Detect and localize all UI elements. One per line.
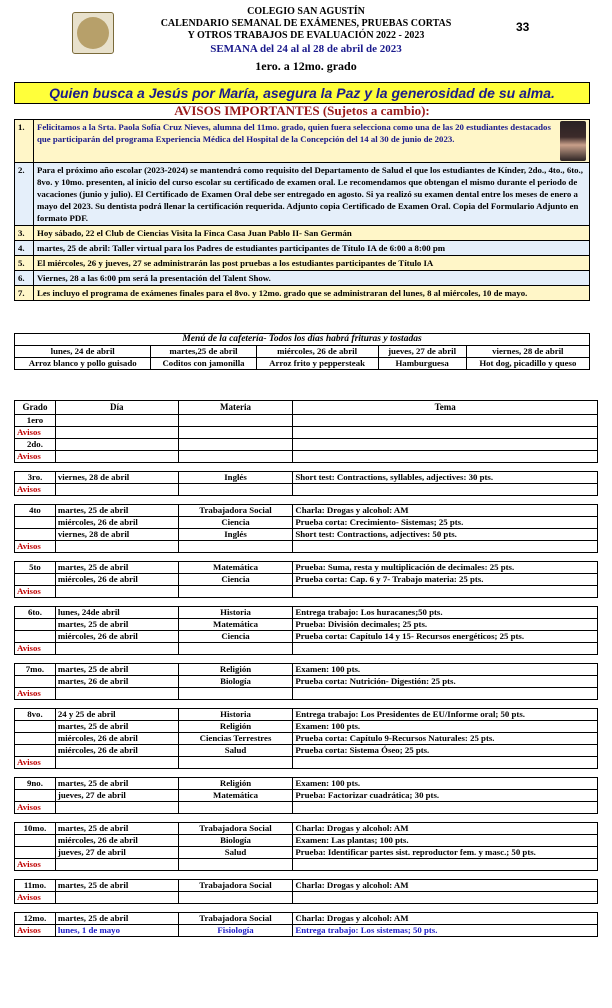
avisos-row bbox=[15, 802, 598, 814]
topic-cell: Prueba: División decimales; 25 pts. bbox=[293, 619, 598, 631]
table-row bbox=[15, 709, 598, 721]
week-label: SEMANA del 24 al al 28 de abril de 2023 bbox=[210, 43, 402, 55]
topic-cell: Examen: 100 pts. bbox=[293, 721, 598, 733]
avisos-title: AVISOS IMPORTANTES (Sujetos a cambio): bbox=[174, 103, 430, 118]
grade-cell: 1ero bbox=[15, 415, 56, 427]
grade-cell bbox=[15, 733, 56, 745]
topic-cell: Prueba corta: Capítulo 9-Recursos Naturales: 25 pts. bbox=[293, 733, 598, 745]
subject-cell: Religión bbox=[178, 778, 293, 790]
aviso-row bbox=[15, 286, 590, 301]
grade-spacer bbox=[15, 463, 598, 472]
subject-cell: Inglés bbox=[178, 529, 293, 541]
subject-cell: Religión bbox=[178, 721, 293, 733]
topic-cell: Examen: 100 pts. bbox=[293, 778, 598, 790]
header bbox=[0, 0, 612, 84]
table-row bbox=[15, 439, 598, 451]
grade-cell bbox=[15, 631, 56, 643]
grade-cell bbox=[15, 619, 56, 631]
grade-cell: 12mo. bbox=[15, 913, 56, 925]
topic-cell: Prueba: Suma, resta y multiplicación de decimales: 25 pts. bbox=[293, 562, 598, 574]
topic-cell: Prueba corta: Sistema Óseo; 25 pts. bbox=[293, 745, 598, 757]
avisos-topic-cell bbox=[293, 643, 598, 655]
avisos-subject-cell bbox=[178, 427, 293, 439]
menu-day: viernes, 28 de abril bbox=[466, 346, 589, 358]
topic-cell bbox=[293, 439, 598, 451]
day-cell: miércoles, 26 de abril bbox=[55, 733, 178, 745]
avisos-day-cell: lunes, 1 de mayo bbox=[55, 925, 178, 937]
day-cell: martes, 25 de abril bbox=[55, 664, 178, 676]
grade-cell bbox=[15, 847, 56, 859]
grade-spacer bbox=[15, 700, 598, 709]
menu-item: Arroz frito y peppersteak bbox=[256, 358, 378, 370]
aviso-number: 2. bbox=[15, 163, 34, 226]
grade-spacer bbox=[15, 655, 598, 664]
avisos-day-cell bbox=[55, 688, 178, 700]
topic-cell: Entrega trabajo: Los huracanes;50 pts. bbox=[293, 607, 598, 619]
day-cell: martes, 25 de abril bbox=[55, 778, 178, 790]
topic-cell: Examen: Las plantas; 100 pts. bbox=[293, 835, 598, 847]
col-header-dia: Día bbox=[55, 401, 178, 415]
grade-cell: 2do. bbox=[15, 439, 56, 451]
avisos-day-cell bbox=[55, 427, 178, 439]
menu-day: jueves, 27 de abril bbox=[378, 346, 466, 358]
avisos-topic-cell bbox=[293, 451, 598, 463]
topic-cell: Prueba corta: Crecimiento- Sistemas; 25 pts. bbox=[293, 517, 598, 529]
day-cell: viernes, 28 de abril bbox=[55, 472, 178, 484]
grade-spacer bbox=[15, 904, 598, 913]
grade-cell bbox=[15, 517, 56, 529]
aviso-text: Felicitamos a la Srta. Paola Sofía Cruz Nieves, alumna del 11mo. grado, quien fuera selecciona como una de las 20 estudiantes destacados que participarán del programa Experiencia Médica del Hospital de la Concepción del 14 al 30 de junio de 2023. bbox=[37, 122, 551, 144]
day-cell: miércoles, 26 de abril bbox=[55, 574, 178, 586]
avisos-label: Avisos bbox=[15, 586, 56, 598]
avisos-subject-cell bbox=[178, 484, 293, 496]
grade-cell: 4to bbox=[15, 505, 56, 517]
topic-cell: Short test: Contractions, adjectives: 50 pts. bbox=[293, 529, 598, 541]
grade-cell bbox=[15, 676, 56, 688]
day-cell: jueves, 27 de abril bbox=[55, 790, 178, 802]
aviso-row bbox=[15, 120, 590, 163]
subject-cell bbox=[178, 439, 293, 451]
title-line-1: CALENDARIO SEMANAL DE EXÁMENES, PRUEBAS CORTAS bbox=[160, 18, 452, 29]
avisos-row bbox=[15, 892, 598, 904]
aviso-number: 4. bbox=[15, 241, 34, 256]
topic-cell: Examen: 100 pts. bbox=[293, 664, 598, 676]
table-row bbox=[15, 472, 598, 484]
avisos-label: Avisos bbox=[15, 802, 56, 814]
grade-spacer bbox=[15, 496, 598, 505]
aviso-number: 5. bbox=[15, 256, 34, 271]
table-row bbox=[15, 880, 598, 892]
page-number: 33 bbox=[516, 20, 530, 34]
aviso-text: Hoy sábado, 22 el Club de Ciencias Visita la Finca Casa Juan Pablo II- San Germán bbox=[34, 226, 590, 241]
subject-cell: Salud bbox=[178, 745, 293, 757]
table-row bbox=[15, 619, 598, 631]
topic-cell: Prueba corta: Capítulo 14 y 15- Recursos energéticos; 25 pts. bbox=[293, 631, 598, 643]
subject-cell: Matemática bbox=[178, 562, 293, 574]
avisos-day-cell bbox=[55, 892, 178, 904]
subject-cell: Ciencia bbox=[178, 517, 293, 529]
day-cell bbox=[55, 439, 178, 451]
grade-cell bbox=[15, 529, 56, 541]
day-cell: martes, 25 de abril bbox=[55, 619, 178, 631]
grade-cell bbox=[15, 790, 56, 802]
menu-item: Coditos con jamonilla bbox=[151, 358, 256, 370]
avisos-topic-cell bbox=[293, 484, 598, 496]
col-header-materia: Materia bbox=[178, 401, 293, 415]
grades-label: 1ero. a 12mo. grado bbox=[255, 59, 357, 73]
avisos-subject-cell bbox=[178, 451, 293, 463]
subject-cell: Religión bbox=[178, 664, 293, 676]
table-row bbox=[15, 835, 598, 847]
subject-cell: Trabajadora Social bbox=[178, 880, 293, 892]
table-row bbox=[15, 847, 598, 859]
topic-cell bbox=[293, 415, 598, 427]
subject-cell: Ciencia bbox=[178, 631, 293, 643]
avisos-topic-cell bbox=[293, 688, 598, 700]
table-row bbox=[15, 574, 598, 586]
grade-cell: 5to bbox=[15, 562, 56, 574]
topic-cell: Charla: Drogas y alcohol: AM bbox=[293, 880, 598, 892]
subject-cell: Trabajadora Social bbox=[178, 913, 293, 925]
subject-cell: Trabajadora Social bbox=[178, 823, 293, 835]
aviso-number: 6. bbox=[15, 271, 34, 286]
avisos-subject-cell bbox=[178, 892, 293, 904]
menu-day: lunes, 24 de abril bbox=[15, 346, 151, 358]
aviso-row bbox=[15, 256, 590, 271]
avisos-topic-cell bbox=[293, 802, 598, 814]
avisos-row bbox=[15, 757, 598, 769]
day-cell: martes, 25 de abril bbox=[55, 913, 178, 925]
day-cell: martes, 26 de abril bbox=[55, 676, 178, 688]
exam-schedule-table bbox=[14, 400, 598, 937]
avisos-subject-cell bbox=[178, 643, 293, 655]
avisos-day-cell bbox=[55, 643, 178, 655]
grade-spacer bbox=[15, 769, 598, 778]
menu-day: miércoles, 26 de abril bbox=[256, 346, 378, 358]
aviso-text: Les incluyo el programa de exámenes finales para el 8vo. y 12mo. grado que se administraran del lunes, 8 al miércoles, 10 de mayo. bbox=[34, 286, 590, 301]
topic-cell: Charla: Drogas y alcohol: AM bbox=[293, 823, 598, 835]
avisos-row bbox=[15, 688, 598, 700]
avisos-row bbox=[15, 859, 598, 871]
day-cell bbox=[55, 415, 178, 427]
aviso-text: martes, 25 de abril: Taller virtual para los Padres de estudiantes participantes de Título IA de 6:00 a 8:00 pm bbox=[34, 241, 590, 256]
table-row bbox=[15, 517, 598, 529]
aviso-row bbox=[15, 226, 590, 241]
subject-cell: Salud bbox=[178, 847, 293, 859]
day-cell: miércoles, 26 de abril bbox=[55, 631, 178, 643]
grade-cell: 8vo. bbox=[15, 709, 56, 721]
topic-cell: Prueba corta: Cap. 6 y 7- Trabajo materia: 25 pts. bbox=[293, 574, 598, 586]
table-row bbox=[15, 529, 598, 541]
aviso-text: Viernes, 28 a las 6:00 pm será la presentación del Talent Show. bbox=[34, 271, 590, 286]
table-row bbox=[15, 664, 598, 676]
aviso-number: 3. bbox=[15, 226, 34, 241]
day-cell: martes, 25 de abril bbox=[55, 880, 178, 892]
grade-cell: 10mo. bbox=[15, 823, 56, 835]
aviso-row bbox=[15, 241, 590, 256]
avisos-label: Avisos bbox=[15, 451, 56, 463]
avisos-topic-cell bbox=[293, 541, 598, 553]
topic-cell: Prueba: Identificar partes sist. reproductor fem. y masc.; 50 pts. bbox=[293, 847, 598, 859]
grade-cell bbox=[15, 574, 56, 586]
table-row bbox=[15, 721, 598, 733]
subject-cell: Biología bbox=[178, 835, 293, 847]
avisos-day-cell bbox=[55, 586, 178, 598]
grade-cell bbox=[15, 745, 56, 757]
grade-cell: 11mo. bbox=[15, 880, 56, 892]
day-cell: martes, 25 de abril bbox=[55, 562, 178, 574]
col-header-grado: Grado bbox=[15, 401, 56, 415]
day-cell: viernes, 28 de abril bbox=[55, 529, 178, 541]
avisos-row bbox=[15, 586, 598, 598]
grade-cell: 7mo. bbox=[15, 664, 56, 676]
table-row bbox=[15, 733, 598, 745]
subject-cell: Historia bbox=[178, 607, 293, 619]
title-line-2: Y OTROS TRABAJOS DE EVALUACIÓN 2022 - 2023 bbox=[187, 30, 425, 41]
grade-cell: 3ro. bbox=[15, 472, 56, 484]
table-row bbox=[15, 415, 598, 427]
table-row bbox=[15, 562, 598, 574]
avisos-label: Avisos bbox=[15, 541, 56, 553]
day-cell: jueves, 27 de abril bbox=[55, 847, 178, 859]
day-cell: martes, 25 de abril bbox=[55, 721, 178, 733]
avisos-label: Avisos bbox=[15, 859, 56, 871]
menu-day: martes,25 de abril bbox=[151, 346, 256, 358]
table-row bbox=[15, 913, 598, 925]
topic-cell: Prueba corta: Nutrición- Digestión: 25 pts. bbox=[293, 676, 598, 688]
grade-spacer bbox=[15, 871, 598, 880]
avisos-row bbox=[15, 643, 598, 655]
subject-cell: Matemática bbox=[178, 790, 293, 802]
aviso-number: 1. bbox=[15, 120, 34, 163]
menu-item: Arroz blanco y pollo guisado bbox=[15, 358, 151, 370]
grade-cell bbox=[15, 835, 56, 847]
avisos-label: Avisos bbox=[15, 643, 56, 655]
aviso-text: Para el próximo año escolar (2023-2024) se mantendrá como requisito del Departamento de Salud el que los estudiantes de Kínder, 2do., 4to., 6to., 8vo. y 10mo. presenten, al inicio del curso escolar su certificado de examen oral. Le recomendamos que obtengan el mismo durante el periodo de vacaciones (junio y julio). El Certificado de Examen Oral debe ser entregado en agosto. Si ya realizó su examen dental entre los meses de enero a mayo del 2023. Su dentista podrá llenar la certificación requerida. Adjunto copia Certificado de Examen Oral. Copia del Formulario Adjunto en formato PDF. bbox=[34, 163, 590, 226]
avisos-row bbox=[15, 541, 598, 553]
subject-cell: Trabajadora Social bbox=[178, 505, 293, 517]
topic-cell: Short test: Contractions, syllables, adjectives: 30 pts. bbox=[293, 472, 598, 484]
table-row bbox=[15, 676, 598, 688]
avisos-day-cell bbox=[55, 541, 178, 553]
grade-cell: 6to. bbox=[15, 607, 56, 619]
avisos-day-cell bbox=[55, 802, 178, 814]
day-cell: lunes, 24de abril bbox=[55, 607, 178, 619]
table-row bbox=[15, 607, 598, 619]
table-row bbox=[15, 823, 598, 835]
avisos-topic-cell bbox=[293, 859, 598, 871]
menu-title: Menú de la cafetería- Todos los días habrá frituras y tostadas bbox=[15, 334, 590, 346]
avisos-topic-cell bbox=[293, 757, 598, 769]
col-header-tema: Tema bbox=[293, 401, 598, 415]
avisos-table bbox=[14, 119, 590, 301]
menu-item: Hot dog, picadillo y queso bbox=[466, 358, 589, 370]
avisos-row bbox=[15, 925, 598, 937]
day-cell: miércoles, 26 de abril bbox=[55, 517, 178, 529]
topic-cell: Charla: Drogas y alcohol: AM bbox=[293, 505, 598, 517]
aviso-row bbox=[15, 163, 590, 226]
subject-cell: Inglés bbox=[178, 472, 293, 484]
grade-cell bbox=[15, 721, 56, 733]
avisos-subject-cell bbox=[178, 541, 293, 553]
subject-cell: Ciencias Terrestres bbox=[178, 733, 293, 745]
avisos-subject-cell bbox=[178, 802, 293, 814]
aviso-text: El miércoles, 26 y jueves, 27 se administrarán las post pruebas a los estudiantes participantes de Título IA bbox=[34, 256, 590, 271]
table-row bbox=[15, 505, 598, 517]
avisos-topic-cell bbox=[293, 892, 598, 904]
subject-cell: Matemática bbox=[178, 619, 293, 631]
aviso-row bbox=[15, 271, 590, 286]
avisos-label: Avisos bbox=[15, 892, 56, 904]
grade-spacer bbox=[15, 598, 598, 607]
avisos-subject-cell bbox=[178, 859, 293, 871]
table-row bbox=[15, 631, 598, 643]
avisos-topic-cell bbox=[293, 427, 598, 439]
grade-spacer bbox=[15, 814, 598, 823]
avisos-label: Avisos bbox=[15, 688, 56, 700]
day-cell: miércoles, 26 de abril bbox=[55, 745, 178, 757]
topic-cell: Entrega trabajo: Los Presidentes de EU/Informe oral; 50 pts. bbox=[293, 709, 598, 721]
avisos-row bbox=[15, 484, 598, 496]
avisos-label: Avisos bbox=[15, 427, 56, 439]
avisos-day-cell bbox=[55, 484, 178, 496]
avisos-subject-cell bbox=[178, 688, 293, 700]
table-row bbox=[15, 790, 598, 802]
subject-cell: Historia bbox=[178, 709, 293, 721]
grade-cell: 9no. bbox=[15, 778, 56, 790]
avisos-day-cell bbox=[55, 451, 178, 463]
aviso-number: 7. bbox=[15, 286, 34, 301]
school-name: COLEGIO SAN AGUSTÍN bbox=[247, 6, 365, 17]
avisos-subject-cell bbox=[178, 757, 293, 769]
avisos-row bbox=[15, 427, 598, 439]
avisos-label: Avisos bbox=[15, 484, 56, 496]
topic-cell: Charla: Drogas y alcohol: AM bbox=[293, 913, 598, 925]
topic-cell: Prueba: Factorizar cuadrática; 30 pts. bbox=[293, 790, 598, 802]
avisos-subject-cell bbox=[178, 586, 293, 598]
day-cell: miércoles, 26 de abril bbox=[55, 835, 178, 847]
table-row bbox=[15, 778, 598, 790]
day-cell: martes, 25 de abril bbox=[55, 823, 178, 835]
avisos-topic-cell: Entrega trabajo: Los sistemas; 50 pts. bbox=[293, 925, 598, 937]
grade-spacer bbox=[15, 553, 598, 562]
avisos-subject-cell: Fisiología bbox=[178, 925, 293, 937]
avisos-day-cell bbox=[55, 859, 178, 871]
avisos-label: Avisos bbox=[15, 757, 56, 769]
day-cell: 24 y 25 de abril bbox=[55, 709, 178, 721]
cafeteria-menu bbox=[14, 333, 590, 370]
avisos-row bbox=[15, 451, 598, 463]
subject-cell bbox=[178, 415, 293, 427]
day-cell: martes, 25 de abril bbox=[55, 505, 178, 517]
subject-cell: Ciencia bbox=[178, 574, 293, 586]
subject-cell: Biología bbox=[178, 676, 293, 688]
avisos-topic-cell bbox=[293, 586, 598, 598]
motto-banner: Quien busca a Jesús por María, asegura la Paz y la generosidad de su alma. bbox=[14, 82, 590, 104]
student-photo bbox=[560, 121, 586, 161]
avisos-label: Avisos bbox=[15, 925, 56, 937]
avisos-day-cell bbox=[55, 757, 178, 769]
menu-item: Hamburguesa bbox=[378, 358, 466, 370]
table-row bbox=[15, 745, 598, 757]
